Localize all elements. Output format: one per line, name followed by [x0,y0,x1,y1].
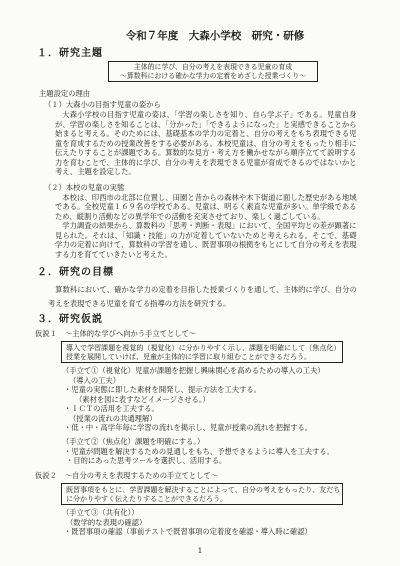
list-item: ・児童が問題を解決するための見通しをもち、予想できるように導入を工夫する。 [64,446,334,456]
reason-1-heading: （１）大森小の目指す児童の姿から [44,100,161,109]
research-goal-heading: ２．研究の目標 [37,267,114,278]
list-item: ・既習事項の確認（事前テストで既習事項の定着度を確認・導入時に確認） [64,527,312,536]
measure-1-heading: （手立て①（視覚化）児童が課題を把握し興味関心を高めるための導入の工夫） [62,366,325,375]
reason-1-paragraph: 大森小学校の目指す児童の姿は、「学習の楽しさを知り、自ら学ぶ子」である。児童自身が、学習の楽しさを知ることは、「分かった」「できるようになった」と実感できることから始まると考える。そのためには、基礎基本の学力の定着と、自分の考えをもち表現できる児童を育成するための授業改善をする必要がある。本校児童は、自分の考えをもったり相手に伝えたりすることが課題である。算数的な見方・考え方を働かせながら順序立てて説明する力を育むことで、主体的に学び、自分の考えを表現できる児童が育成できるのではないかと考え、主題を設定した。 [55,110,357,176]
page-number: 1 [197,546,203,555]
hypothesis-1-header [35,329,196,339]
measure-1-block [62,366,325,433]
hypothesis-1-label: 仮説１ [35,329,57,338]
reason-2-heading: （２）本校の児童の実態 [44,183,125,192]
research-theme-box [108,61,318,82]
research-goal-text: 算数科において、確かな学力の定着を目指した授業づくりを通して、主体的に学び、自分の考えを表現できる児童を育てる指導の方法を研究する。 [48,285,357,308]
reason-2-body [55,193,357,260]
hypothesis-2-header [35,471,218,481]
measure-3-block [62,508,312,537]
measure-1-group-label: （導入の工夫） [69,375,121,385]
list-item: ・ＩＣＴの活用を工夫する。 [64,404,159,413]
measure-3-group-label: （数学的な表現の確認） [66,517,147,527]
hypothesis-1-title: ～主体的な学びへ向かう手立てとして～ [64,329,197,338]
list-item-note: （素材を図に表すなどイメージさせる。） [75,394,210,404]
measure-2-heading: （手立て②（焦点化）課題を明確にする。） [62,437,205,446]
measure-1-group-label: （授業の流れの共通理解） [69,413,157,423]
hypothesis-1-statement: 導入で学習課題を視覚的（視覚化）に分かりやすく示し、課題を明確にして（焦点化）授業を展開していけば、児童が主体的に学習に取り組むことができるだろう。 [66,343,341,361]
reason-2-paragraph: 学力調査の結果から、算数科の「思考・判断・表現」において、全国平均との差が顕著に見られた。それは、「知識・技能」の力が定着していないためと考えられる。そこで、基礎学力の定着に向けて、算数科の学習を通し、既習事項の根拠をもとにして自分の考えを表現する力を育てていきたいと考えた。 [55,221,357,259]
list-item: ・低・中・高学年毎に学習の流れを掲示し、児童が授業の流れを把握する。 [64,423,313,432]
list-item: ・目的にあった思考ツールを選択し、活用する。 [66,456,227,465]
research-hypotheses-heading: ３．研究仮説 [37,314,103,325]
measure-3-heading: （手立て③（共有化）） [62,508,139,517]
measure-2-block [62,437,334,466]
list-item: ・児童の実態に即した素材を開発し、提示方法を工夫する。 [64,385,262,394]
hypothesis-2-statement: 既習事項をもとに、学習課題を解決することによって、自分の考えをもったり、友だちに分かりやすく伝えたりすることができるだろう。 [66,485,341,503]
research-theme-main: 主体的に学び、自分の考えを表現できる児童の育成 [133,63,293,71]
hypothesis-1-box [61,341,343,363]
document-title: 令和７年度 大森小学校 研究・研修 [125,30,305,42]
theme-reason-heading: 主題設定の理由 [39,89,91,98]
hypothesis-2-box [61,483,343,505]
hypothesis-2-title: ～自分の考えを表現するための手立てとして～ [64,471,219,480]
reason-2-paragraph: 本校は、印西市の北部に位置し、田園と昔からの森林や木下街道に面した歴史がある地域である。全校児童１６９名の学校である。児童は、明るく素直な児童が多い。単学級であるため、縦割り活動などの異学年での活動を充実させており、楽しく過ごしている。 [55,192,357,221]
hypothesis-2-label: 仮説２ [35,471,57,480]
research-theme-subtitle: ～算数科における確かな学力の定着をめざした授業づくり～ [119,72,307,81]
research-theme-heading: １．研究主題 [37,48,103,59]
